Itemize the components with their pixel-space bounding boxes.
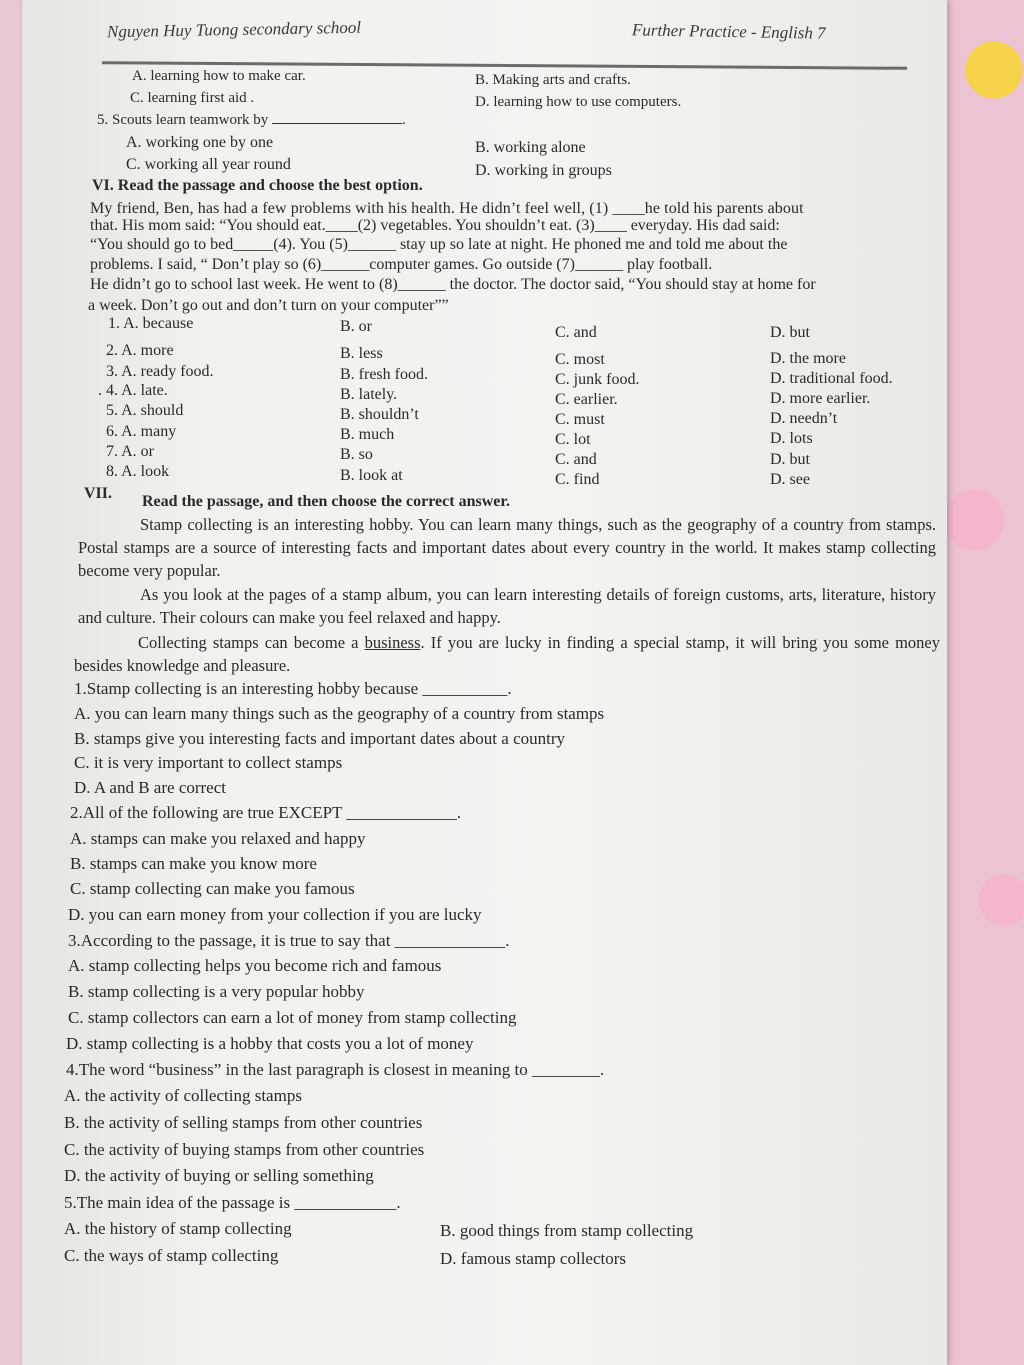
s6-opt-3d: D. traditional food. [770, 370, 893, 387]
q2-option-d: D. you can earn money from your collection if you are lucky [68, 905, 482, 924]
school-name: Nguyen Huy Tuong secondary school [106, 17, 362, 42]
s6-opt-1d: D. but [770, 324, 810, 341]
s6-opt-5d: D. needn’t [770, 410, 838, 427]
s7-paragraph-2: As you look at the pages of a stamp album, you can learn interesting details of foreign customs, arts, literature, history and culture. Their colours can make you feel relaxed and happy. [78, 585, 936, 627]
q1-option-b: B. stamps give you interesting facts and important dates about a country [74, 729, 565, 748]
q3-option-d: D. stamp collecting is a hobby that costs you a lot of money [66, 1034, 474, 1053]
s6-opt-3c: C. junk food. [555, 371, 640, 388]
s6-opt-2b: B. less [340, 345, 383, 362]
q2-stem: 2.All of the following are true EXCEPT _____________. [70, 803, 462, 822]
s6-opt-8a: 8. A. look [106, 463, 170, 480]
s6-opt-7b: B. so [340, 446, 373, 463]
s6-opt-8b: B. look at [340, 467, 403, 484]
s6-opt-5c: C. must [555, 411, 605, 428]
q5b-stem: 5.The main idea of the passage is ____________. [64, 1193, 401, 1212]
s7-paragraph-3: Collecting stamps can become a business. If you are lucky in finding a special stamp, it will bring you some money besides knowledge and pleasure. [74, 633, 940, 675]
q5-option-d: D. working in groups [475, 162, 612, 179]
q4-option-c: C. learning first aid . [130, 90, 255, 106]
q4-option-b: B. the activity of selling stamps from other countries [64, 1113, 423, 1132]
q4-option-d: D. learning how to use computers. [475, 94, 682, 110]
q5b-option-d: D. famous stamp collectors [440, 1249, 627, 1268]
s6-opt-7d: D. but [770, 451, 810, 468]
q3-option-a: A. stamp collecting helps you become rich and famous [68, 956, 442, 975]
q1-stem: 1.Stamp collecting is an interesting hobby because __________. [74, 679, 512, 698]
s6-passage-line-4: problems. I said, “ Don’t play so (6)______computer games. Go outside (7)______ play football. [90, 256, 713, 273]
s6-passage-line-5: He didn’t go to school last week. He went to (8)______ the doctor. The doctor said, “You should stay at home for [90, 276, 816, 293]
s6-opt-8d: D. see [770, 471, 810, 488]
s6-opt-7a: 7. A. or [106, 443, 154, 460]
section-7-heading: Read the passage, and then choose the correct answer. [142, 493, 510, 510]
s6-opt-6a: 6. A. many [106, 423, 177, 440]
worksheet-page [22, 0, 947, 1365]
s6-opt-6c: C. lot [555, 431, 591, 448]
q4-stem: 4.The word “business” in the last paragraph is closest in meaning to ________. [66, 1060, 605, 1079]
s6-opt-3b: B. fresh food. [340, 366, 428, 383]
worksheet-title: Further Practice - English 7 [631, 20, 826, 43]
q5b-option-a: A. the history of stamp collecting [64, 1219, 292, 1238]
background-fabric [934, 0, 1024, 1365]
s6-passage-line-1: My friend, Ben, has had a few problems with his health. He didn’t feel well, (1) ____he told his parents about [90, 200, 804, 217]
q2-option-c: C. stamp collecting can make you famous [70, 879, 355, 898]
s6-opt-6b: B. much [340, 426, 395, 443]
q3-option-c: C. stamp collectors can earn a lot of money from stamp collecting [68, 1008, 517, 1027]
q4-option-a: A. the activity of collecting stamps [64, 1086, 302, 1105]
q5b-option-b: B. good things from stamp collecting [440, 1221, 694, 1240]
q4-option-b: B. Making arts and crafts. [475, 72, 631, 88]
s6-opt-2a: 2. A. more [106, 342, 174, 359]
s6-passage-line-6: a week. Don’t go out and don’t turn on your computer”” [88, 297, 449, 314]
s6-opt-1b: B. or [340, 318, 372, 335]
s6-opt-3a: 3. A. ready food. [106, 363, 214, 380]
q2-option-b: B. stamps can make you know more [70, 854, 317, 873]
q5b-option-c: C. the ways of stamp collecting [64, 1246, 279, 1265]
s6-passage-line-2: that. His mom said: “You should eat.____(2) vegetables. You shouldn’t eat. (3)____ everyday. His dad said: [90, 217, 780, 234]
s6-opt-7c: C. and [555, 451, 597, 468]
s6-opt-2d: D. the more [770, 350, 846, 367]
s6-opt-5b: B. shouldn’t [340, 406, 419, 423]
q1-option-c: C. it is very important to collect stamps [74, 753, 343, 772]
s6-opt-8c: C. find [555, 471, 600, 488]
section-7-number: VII. [84, 485, 113, 502]
q1-option-a: A. you can learn many things such as the geography of a country from stamps [74, 704, 605, 723]
s6-passage-line-3: “You should go to bed_____(4). You (5)______ stay up so late at night. He phoned me and told me about the [90, 236, 788, 253]
keyword-business: business [364, 633, 421, 652]
q2-option-a: A. stamps can make you relaxed and happy [70, 829, 366, 848]
s6-opt-4d: D. more earlier. [770, 390, 871, 407]
s6-opt-1a: 1. A. because [108, 315, 194, 332]
section-6-heading: VI. Read the passage and choose the best option. [92, 177, 423, 194]
s6-opt-5a: 5. A. should [106, 402, 184, 419]
s7-paragraph-1: Stamp collecting is an interesting hobby. You can learn many things, such as the geography of a country from stamps. Postal stamps are a source of interesting facts and important dates about every country in the world. It makes stamp collecting become very popular. [78, 515, 936, 580]
s6-opt-2c: C. most [555, 351, 605, 368]
q5-option-c: C. working all year round [126, 156, 291, 173]
s6-opt-4a: . 4. A. late. [98, 382, 168, 399]
q3-stem: 3.According to the passage, it is true to say that _____________. [68, 931, 510, 950]
q5-option-b: B. working alone [475, 139, 586, 156]
s6-opt-6d: D. lots [770, 430, 813, 447]
q4-option-a: A. learning how to make car. [132, 68, 306, 84]
s6-opt-4c: C. earlier. [555, 391, 618, 408]
q4-option-c: C. the activity of buying stamps from other countries [64, 1140, 425, 1159]
q3-option-b: B. stamp collecting is a very popular hobby [68, 982, 365, 1001]
q4-option-d: D. the activity of buying or selling something [64, 1166, 374, 1185]
q5-stem: 5. Scouts learn teamwork by . [97, 112, 406, 128]
s6-opt-4b: B. lately. [340, 386, 398, 403]
s6-opt-1c: C. and [555, 324, 597, 341]
q1-option-d: D. A and B are correct [74, 778, 226, 797]
q5-option-a: A. working one by one [126, 134, 274, 151]
